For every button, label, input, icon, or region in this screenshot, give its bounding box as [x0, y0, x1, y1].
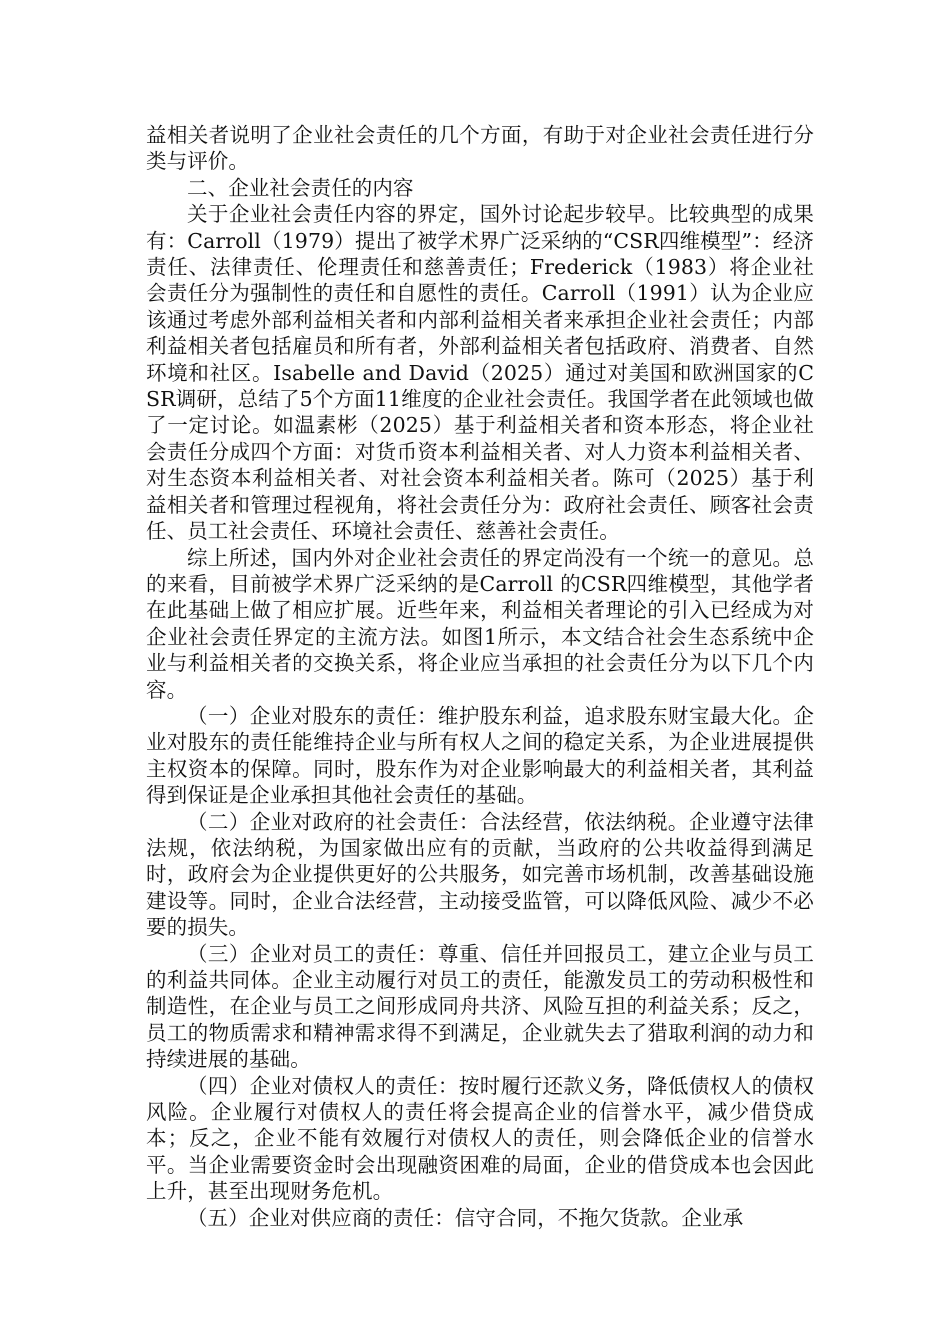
section-heading: 二、企业社会责任的内容 — [187, 175, 414, 200]
paragraph-suppliers: （五）企业对供应商的责任：信守合同，不拖欠货款。企业承 — [187, 1205, 744, 1230]
paragraph-continuation: 益相关者说明了企业社会责任的几个方面，有助于对企业社会责任进行分类与评价。 — [146, 123, 814, 174]
paragraph-creditors: （四）企业对债权人的责任：按时履行还款义务，降低债权人的债权风险。企业履行对债权人的责任将会提高企业的信誉水平，减少借贷成本；反之，企业不能有效履行对债权人的责任，则会降低企业的信誉水平。当企业需要资金时会出现融资困难的局面，企业的借贷成本也会因此上升，甚至出现财务危机。 — [146, 1073, 814, 1204]
document-page — [146, 122, 814, 1231]
paragraph-foreign-research: 关于企业社会责任内容的界定，国外讨论起步较早。比较典型的成果有：Carroll（1979）提出了被学术界广泛采纳的“CSR四维模型”：经济责任、法律责任、伦理责任和慈善责任；Frederick（1983）将企业社会责任分为强制性的责任和自愿性的责任。Carroll（1991）认为企业应该通过考虑外部利益相关者和内部利益相关者来承担企业社会责任；内部利益相关者包括雇员和所有者，外部利益相关者包括政府、消费者、自然环境和社区。Isabelle and David（2025）通过对美国和欧洲国家的CSR调研，总结了5个方面11维度的企业社会责任。我国学者在此领域也做了一定讨论。如温素彬（2025）基于利益相关者和资本形态，将企业社会责任分成四个方面：对货币资本利益相关者、对人力资本利益相关者、对生态资本利益相关者、对社会资本利益相关者。陈可（2025）基于利益相关者和管理过程视角，将社会责任分为：政府社会责任、顾客社会责任、员工社会责任、环境社会责任、慈善社会责任。 — [146, 202, 814, 544]
paragraph-government: （二）企业对政府的社会责任：合法经营，依法纳税。企业遵守法律法规，依法纳税，为国家做出应有的贡献，当政府的公共收益得到满足时，政府会为企业提供更好的公共服务，如完善市场机制，改善基础设施建设等。同时，企业合法经营，主动接受监管，可以降低风险、减少不必要的损失。 — [146, 809, 814, 940]
paragraph-summary: 综上所述，国内外对企业社会责任的界定尚没有一个统一的意见。总的来看，目前被学术界广泛采纳的是Carroll 的CSR四维模型，其他学者在此基础上做了相应扩展。近些年来，利益相关者理论的引入已经成为对企业社会责任界定的主流方法。如图1所示，本文结合社会生态系统中企业与利益相关者的交换关系，将企业应当承担的社会责任分为以下几个内容。 — [146, 545, 814, 702]
paragraph-employees: （三）企业对员工的责任：尊重、信任并回报员工，建立企业与员工的利益共同体。企业主动履行对员工的责任，能激发员工的劳动积极性和制造性，在企业与员工之间形成同舟共济、风险互担的利益关系；反之，员工的物质需求和精神需求得不到满足，企业就失去了猎取利润的动力和持续进展的基础。 — [146, 941, 814, 1072]
paragraph-shareholders: （一）企业对股东的责任：维护股东利益，追求股东财宝最大化。企业对股东的责任能维持企业与所有权人之间的稳定关系，为企业进展提供主权资本的保障。同时，股东作为对企业影响最大的利益相关者，其利益得到保证是企业承担其他社会责任的基础。 — [146, 703, 814, 808]
